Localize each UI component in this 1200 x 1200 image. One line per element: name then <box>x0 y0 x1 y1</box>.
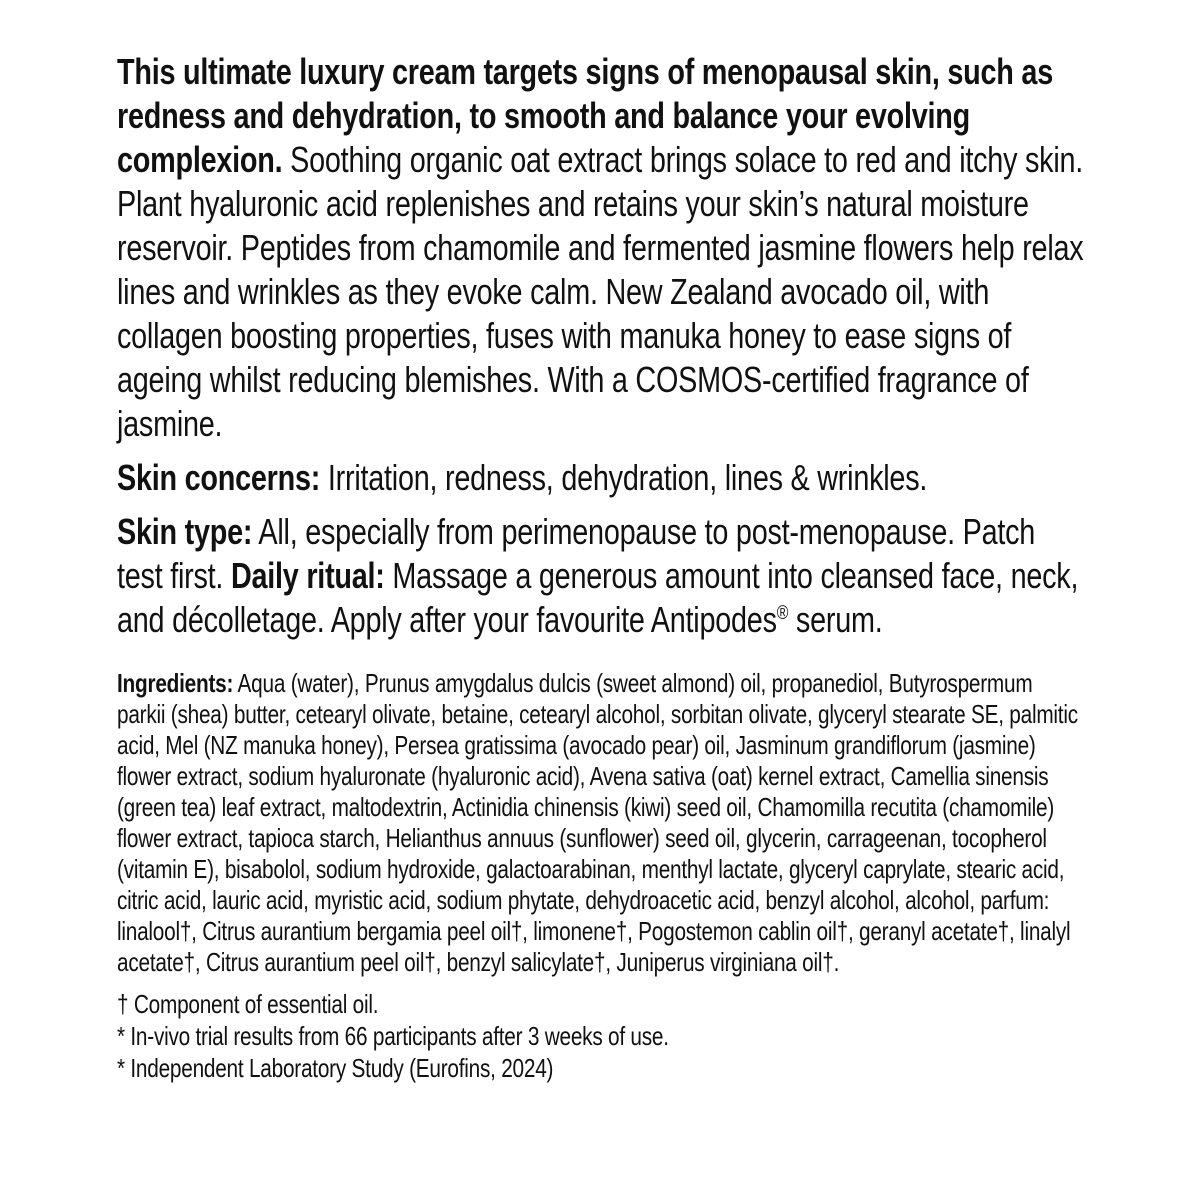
daily-ritual-text-end: serum. <box>788 599 883 640</box>
intro-bold-text: This ultimate luxury cream targets signs of menopausal skin, such as redness and dehydration, to smooth and balance your evolving complexion. <box>117 51 1053 180</box>
skin-concerns-text: Irritation, redness, dehydration, lines & wrinkles. <box>320 457 928 498</box>
ingredients-paragraph <box>117 668 1085 978</box>
daily-ritual-text: Massage a generous amount into cleansed face, neck, and décolletage. Apply after your favourite Antipodes <box>117 555 1079 640</box>
daily-ritual-label: Daily ritual: <box>230 555 385 596</box>
skin-type-label: Skin type: <box>117 511 253 552</box>
footnote-lab-study: * Independent Laboratory Study (Eurofins, 2024) <box>117 1053 554 1083</box>
label-content <box>117 50 1085 1084</box>
ingredients-text: Aqua (water), Prunus amygdalus dulcis (sweet almond) oil, propanediol, Butyrospermum parkii (shea) butter, cetearyl olivate, betaine, cetearyl alcohol, sorbitan olivate, glyceryl stearate SE, palmitic acid, Mel (NZ manuka honey), Persea gratissima (avocado pear) oil, Jasminum grandiflorum (jasmine) flower extract, sodium hyaluronate (hyaluronic acid), Avena sativa (oat) kernel extract, Camellia sinensis (green tea) leaf extract, maltodextrin, Actinidia chinensis (kiwi) seed oil, Chamomilla recutita (chamomile) flower extract, tapioca starch, Helianthus annuus (sunflower) seed oil, glycerin, carrageenan, tocopherol (vitamin E), bisabolol, sodium hydroxide, galactoarabinan, menthyl lactate, glyceryl caprylate, stearic acid, citric acid, lauric acid, myristic acid, sodium phytate, dehydroacetic acid, benzyl alcohol, alcohol, parfum: linalool†, Citrus aurantium bergamia peel oil†, limonene†, Pogostemon cablin oil†, geranyl acetate†, linalyl acetate†, Citrus aurantium peel oil†, benzyl salicylate†, Juniperus virginiana oil†. <box>117 668 1078 977</box>
skin-type-ritual-paragraph <box>117 510 1085 642</box>
skin-concerns-paragraph <box>117 456 1085 500</box>
skin-type-text: All, especially from perimenopause to post-menopause. Patch test first. <box>117 511 1036 596</box>
ingredients-label: Ingredients: <box>117 668 234 698</box>
footnote-invivo-trial: * In-vivo trial results from 66 participants after 3 weeks of use. <box>117 1021 669 1051</box>
footnote-essential-oil: † Component of essential oil. <box>117 989 379 1019</box>
intro-paragraph <box>117 50 1085 446</box>
skin-concerns-label: Skin concerns: <box>117 457 321 498</box>
registered-trademark-symbol: ® <box>776 602 789 624</box>
intro-regular-text: Soothing organic oat extract brings solace to red and itchy skin. Plant hyaluronic acid replenishes and retains your skin’s natural moisture reservoir. Peptides from chamomile and fermented jasmine flowers help relax lines and wrinkles as they evoke calm. New Zealand avocado oil, with collagen boosting properties, fuses with manuka honey to ease signs of ageing whilst reducing blemishes. With a COSMOS-certified fragrance of jasmine. <box>117 139 1084 444</box>
